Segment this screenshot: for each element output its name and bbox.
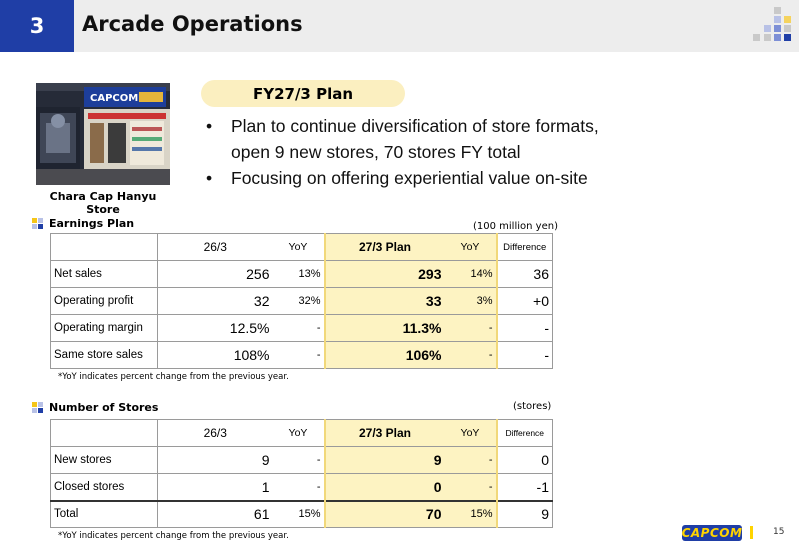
section-number: 3	[0, 0, 74, 52]
col-header: 27/3 Plan	[325, 420, 445, 447]
cell-plan: 0	[325, 474, 445, 501]
stores-table	[50, 419, 553, 528]
cell-yoy: -	[273, 342, 325, 369]
stores-footnote: *YoY indicates percent change from the previous year.	[58, 531, 289, 541]
cell-value: 32	[158, 288, 273, 315]
store-photo	[36, 83, 170, 185]
earnings-unit: (100 million yen)	[473, 221, 558, 232]
cell-value: 108%	[158, 342, 273, 369]
cell-value: 61	[158, 501, 273, 528]
logo-accent-bar	[750, 526, 753, 539]
table-corner	[51, 420, 158, 447]
col-header: YoY	[273, 420, 325, 447]
cell-plan: 293	[325, 261, 445, 288]
row-label: Closed stores	[51, 474, 158, 501]
store-sign-text: CAPCOM	[90, 93, 139, 104]
table-row	[51, 261, 553, 288]
row-label: Operating margin	[51, 315, 158, 342]
earnings-table	[50, 233, 553, 369]
col-header: YoY	[445, 234, 497, 261]
cell-diff: 0	[497, 447, 553, 474]
cell-diff: 9	[497, 501, 553, 528]
store-photo-illustration	[36, 83, 170, 185]
cell-yoy: -	[273, 447, 325, 474]
col-header: 26/3	[158, 234, 273, 261]
cell-plan: 70	[325, 501, 445, 528]
earnings-label: Earnings Plan	[49, 217, 135, 230]
cell-diff: +0	[497, 288, 553, 315]
page-number: 15	[773, 527, 785, 537]
stores-label: Number of Stores	[49, 401, 159, 414]
table-row	[51, 315, 553, 342]
table-row-total	[51, 501, 553, 528]
cell-yoy: 15%	[273, 501, 325, 528]
col-header: Difference	[497, 420, 553, 447]
table-row	[51, 474, 553, 501]
cell-yoy: 32%	[273, 288, 325, 315]
dot-grid-decoration	[753, 7, 797, 47]
col-header: 27/3 Plan	[325, 234, 445, 261]
cell-diff: -	[497, 342, 553, 369]
row-label: Total	[51, 501, 158, 528]
earnings-footnote: *YoY indicates percent change from the previous year.	[58, 372, 289, 382]
cell-yoy: -	[445, 474, 497, 501]
cell-plan: 9	[325, 447, 445, 474]
bullet-mark: •	[206, 168, 213, 188]
table-row	[51, 288, 553, 315]
cell-yoy: 14%	[445, 261, 497, 288]
table-row	[51, 447, 553, 474]
cell-yoy: -	[273, 315, 325, 342]
row-label: Net sales	[51, 261, 158, 288]
cell-plan: 33	[325, 288, 445, 315]
cell-diff: 36	[497, 261, 553, 288]
cell-yoy: 13%	[273, 261, 325, 288]
cell-value: 12.5%	[158, 315, 273, 342]
row-label: Same store sales	[51, 342, 158, 369]
cell-yoy: -	[445, 342, 497, 369]
page-title: Arcade Operations	[82, 12, 303, 36]
cell-yoy: -	[273, 474, 325, 501]
bullet-item	[206, 165, 599, 191]
squares-icon	[32, 402, 44, 414]
cell-yoy: -	[445, 315, 497, 342]
cell-diff: -	[497, 315, 553, 342]
stores-section-label	[32, 401, 158, 414]
cell-value: 256	[158, 261, 273, 288]
table-header-row	[51, 234, 553, 261]
table-row	[51, 342, 553, 369]
row-label: New stores	[51, 447, 158, 474]
row-label: Operating profit	[51, 288, 158, 315]
cell-value: 1	[158, 474, 273, 501]
cell-yoy: 3%	[445, 288, 497, 315]
capcom-logo: CAPCOM	[681, 526, 743, 540]
cell-yoy: -	[445, 447, 497, 474]
plan-bullet-list	[206, 113, 599, 191]
earnings-section-label	[32, 217, 134, 230]
col-header: Difference	[497, 234, 553, 261]
col-header: YoY	[445, 420, 497, 447]
cell-plan: 106%	[325, 342, 445, 369]
cell-diff: -1	[497, 474, 553, 501]
bullet-mark: •	[206, 116, 213, 136]
cell-plan: 11.3%	[325, 315, 445, 342]
photo-caption: Chara Cap Hanyu Store	[49, 190, 157, 216]
cell-yoy: 15%	[445, 501, 497, 528]
plan-heading: FY27/3 Plan	[201, 80, 405, 107]
bullet-item	[206, 113, 599, 139]
squares-icon	[32, 218, 44, 230]
table-corner	[51, 234, 158, 261]
bullet-text-continuation: open 9 new stores, 70 stores FY total	[231, 142, 521, 162]
table-header-row	[51, 420, 553, 447]
bullet-text: Plan to continue diversification of store formats,	[231, 116, 599, 136]
col-header: 26/3	[158, 420, 273, 447]
cell-value: 9	[158, 447, 273, 474]
stores-unit: (stores)	[513, 401, 552, 412]
col-header: YoY	[273, 234, 325, 261]
bullet-text: Focusing on offering experiential value on-site	[231, 168, 588, 188]
